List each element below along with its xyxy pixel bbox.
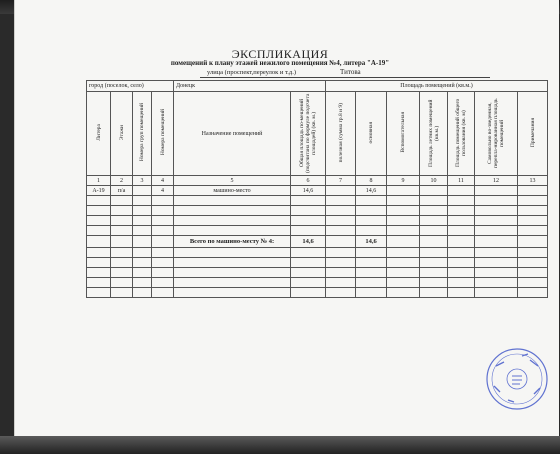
col-header bbox=[87, 92, 111, 176]
col-header-label: Площадь помещений общего пользования (кв. м) bbox=[455, 98, 467, 167]
document-subtitle: помещений к плану этажей нежилого помещения №4, литера "А-19" bbox=[170, 59, 390, 67]
col-number: 12 bbox=[475, 176, 518, 186]
col-number: 1 bbox=[87, 176, 111, 186]
col-number: 2 bbox=[111, 176, 133, 186]
empty-row bbox=[87, 196, 548, 206]
empty-row bbox=[87, 288, 548, 298]
col-header bbox=[387, 92, 420, 176]
col-header bbox=[133, 92, 152, 176]
col-header-label: Номера груп помещений bbox=[139, 103, 145, 162]
col-number: 8 bbox=[356, 176, 387, 186]
col-header: Назначение помещений bbox=[174, 92, 291, 176]
official-stamp bbox=[484, 346, 550, 412]
col-header-label: Примечания bbox=[529, 117, 536, 148]
table-row bbox=[87, 186, 548, 196]
col-header-label: полезная (сумма гр.8 и 9) bbox=[337, 102, 344, 163]
empty-row bbox=[87, 206, 548, 216]
empty-row bbox=[87, 226, 548, 236]
cell-useful-area bbox=[326, 186, 356, 196]
document-title: ЭКСПЛИКАЦИЯ bbox=[231, 47, 329, 61]
col-header bbox=[420, 92, 448, 176]
cell-aux-area bbox=[387, 186, 420, 196]
cell-floor: п/а bbox=[111, 186, 133, 196]
col-number: 7 bbox=[326, 176, 356, 186]
col-header-label: Вспомогательная bbox=[400, 112, 406, 153]
photo-edge-bottom bbox=[0, 436, 560, 454]
cell-general-area: 14,6 bbox=[291, 186, 326, 196]
empty-row bbox=[87, 216, 548, 226]
empty-row bbox=[87, 268, 548, 278]
empty-row bbox=[87, 258, 548, 268]
total-row bbox=[87, 236, 548, 248]
cell-summer-area bbox=[420, 186, 448, 196]
street-underline bbox=[200, 77, 490, 78]
cell-common-area bbox=[448, 186, 475, 196]
street-caption: улица (проспект,переулок и т.д.) bbox=[207, 69, 297, 76]
col-header-label: Общая площадь по-мещений (подсчитана по формуле подсчета площадей) (кв. м.) bbox=[299, 92, 317, 173]
explication-table-wrap bbox=[86, 80, 547, 298]
column-number-row bbox=[87, 176, 548, 186]
cell-main-area: 14,6 bbox=[356, 186, 387, 196]
cell-unauthorized-area bbox=[475, 186, 518, 196]
street-value: Титова bbox=[340, 68, 361, 76]
col-number: 4 bbox=[152, 176, 174, 186]
area-header: Площадь помещений (кв.м.) bbox=[326, 81, 548, 92]
col-header bbox=[518, 92, 548, 176]
total-label: Всего по машино-месту № 4: bbox=[174, 236, 291, 248]
col-header-label: Литера bbox=[95, 124, 102, 141]
col-header bbox=[111, 92, 133, 176]
col-header bbox=[475, 92, 518, 176]
column-header-row bbox=[87, 92, 548, 176]
col-header-label: Номера помещений bbox=[159, 109, 166, 156]
cell-purpose: машино-место bbox=[174, 186, 291, 196]
col-header bbox=[326, 92, 356, 176]
col-header-label: Площадь летних помещений (кв.м.) bbox=[427, 98, 440, 167]
col-number: 9 bbox=[387, 176, 420, 186]
col-number: 5 bbox=[174, 176, 291, 186]
total-general-area: 14,6 bbox=[291, 236, 326, 248]
col-header bbox=[356, 92, 387, 176]
col-header-label: основная bbox=[368, 121, 374, 144]
col-header-label: Этажи bbox=[118, 124, 125, 141]
col-number: 13 bbox=[518, 176, 548, 186]
col-number: 11 bbox=[448, 176, 475, 186]
total-main-area: 14,6 bbox=[356, 236, 387, 248]
cell-litera: А-19 bbox=[87, 186, 111, 196]
col-header bbox=[291, 92, 326, 176]
city-row bbox=[87, 81, 548, 92]
col-header-label: Самовольно во-зведенная, перепла-нированная площадь помещений bbox=[487, 97, 505, 168]
cell-group bbox=[133, 186, 152, 196]
col-number: 10 bbox=[420, 176, 448, 186]
col-header bbox=[152, 92, 174, 176]
col-number: 3 bbox=[133, 176, 152, 186]
cell-room-number: 4 bbox=[152, 186, 174, 196]
col-header bbox=[448, 92, 475, 176]
city-caption: город (поселок, село) bbox=[87, 81, 174, 92]
empty-row bbox=[87, 278, 548, 288]
explication-table bbox=[86, 80, 548, 298]
col-number: 6 bbox=[291, 176, 326, 186]
city-value: Донецк bbox=[174, 81, 326, 92]
cell-notes bbox=[518, 186, 548, 196]
empty-row bbox=[87, 248, 548, 258]
